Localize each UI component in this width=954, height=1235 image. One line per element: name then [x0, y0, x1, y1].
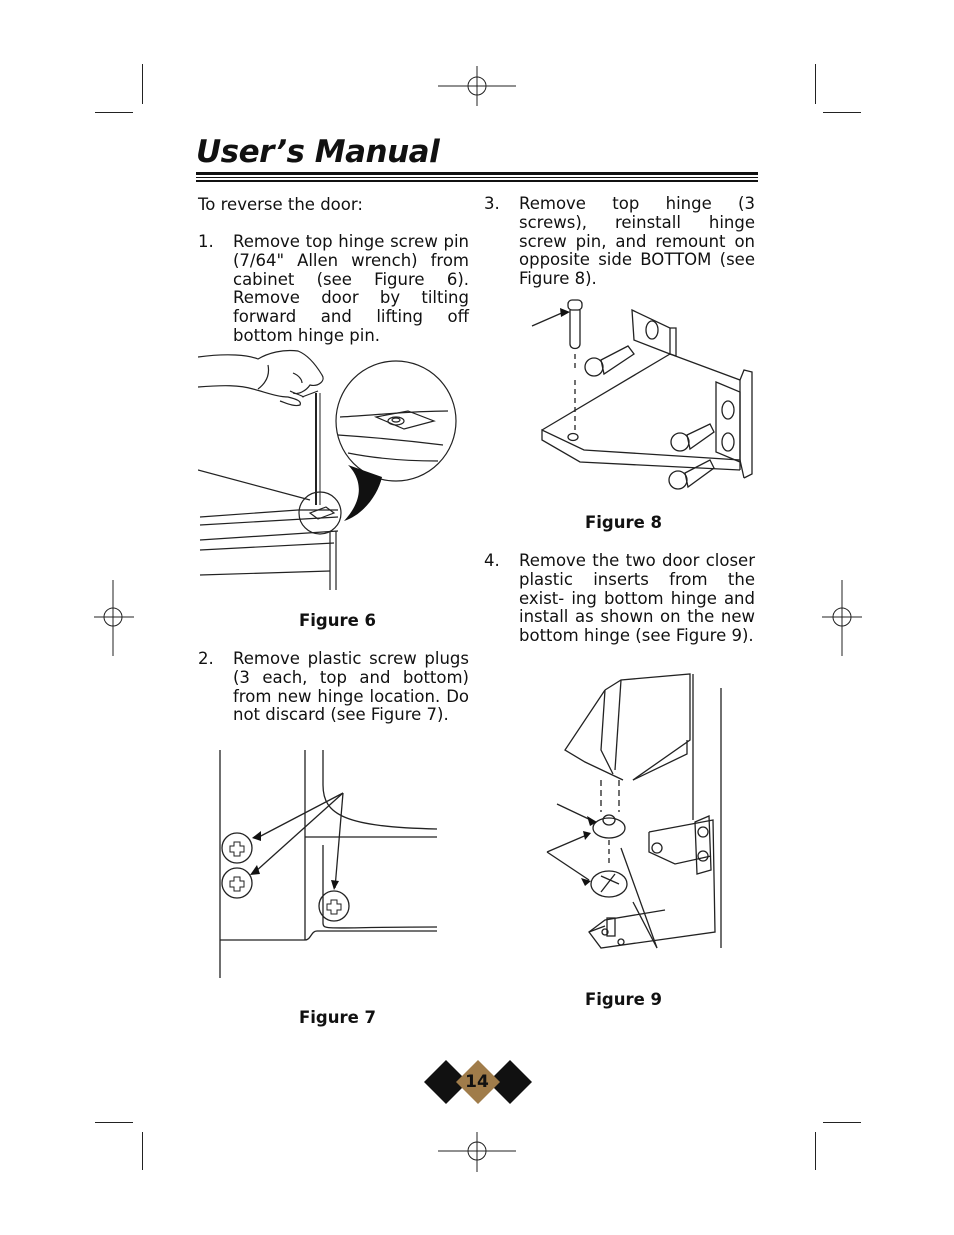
- crop-mark: [95, 112, 133, 113]
- page-number: 14: [465, 1072, 489, 1092]
- step-item: [198, 650, 470, 728]
- registration-mark: [438, 66, 516, 106]
- registration-mark: [438, 1132, 516, 1172]
- title-rule: [196, 177, 758, 178]
- step-number: 4.: [484, 551, 500, 570]
- figure-6-caption: Figure 6: [299, 611, 377, 630]
- registration-mark: [94, 580, 134, 656]
- step-text: Remove the two door closer plastic inserts from the exist- ing bottom hinge and install as shown on the new bottom hinge (see Figure 9).: [519, 551, 755, 646]
- step-text: Remove top hinge (3 screws), reinstall hinge screw pin, and remount on opposite side BOTTOM (see Figure 8).: [519, 194, 755, 289]
- crop-mark: [815, 64, 816, 104]
- figure-9-caption: Figure 9: [585, 990, 663, 1009]
- intro-text: To reverse the door:: [198, 195, 363, 214]
- title-rule: [196, 180, 758, 182]
- step-item: [484, 552, 756, 648]
- crop-mark: [95, 1122, 133, 1123]
- registration-mark: [822, 580, 862, 656]
- figure-6-illustration: [198, 345, 463, 595]
- title-rule: [196, 172, 758, 175]
- crop-mark: [815, 1132, 816, 1170]
- figure-7-caption: Figure 7: [299, 1008, 377, 1027]
- step-number: 3.: [484, 194, 500, 213]
- step-text: Remove top hinge screw pin (7/64" Allen wrench) from cabinet (see Figure 6). Remove door by tilting forward and lifting off bottom hinge pin.: [233, 232, 469, 345]
- step-text: Remove plastic screw plugs (3 each, top and bottom) from new hinge location. Do not discard (see Figure 7).: [233, 649, 469, 725]
- figure-7-illustration: [215, 745, 440, 983]
- step-number: 2.: [198, 649, 214, 668]
- crop-mark: [823, 1122, 861, 1123]
- figure-9-illustration: [545, 670, 725, 952]
- figure-8-illustration: [530, 292, 755, 497]
- crop-mark: [142, 64, 143, 104]
- step-number: 1.: [198, 232, 214, 251]
- page-title: User’s Manual: [196, 134, 440, 170]
- step-item: [484, 194, 756, 289]
- figure-8-caption: Figure 8: [585, 513, 663, 532]
- crop-mark: [142, 1132, 143, 1170]
- step-item: [198, 232, 470, 345]
- crop-mark: [823, 112, 861, 113]
